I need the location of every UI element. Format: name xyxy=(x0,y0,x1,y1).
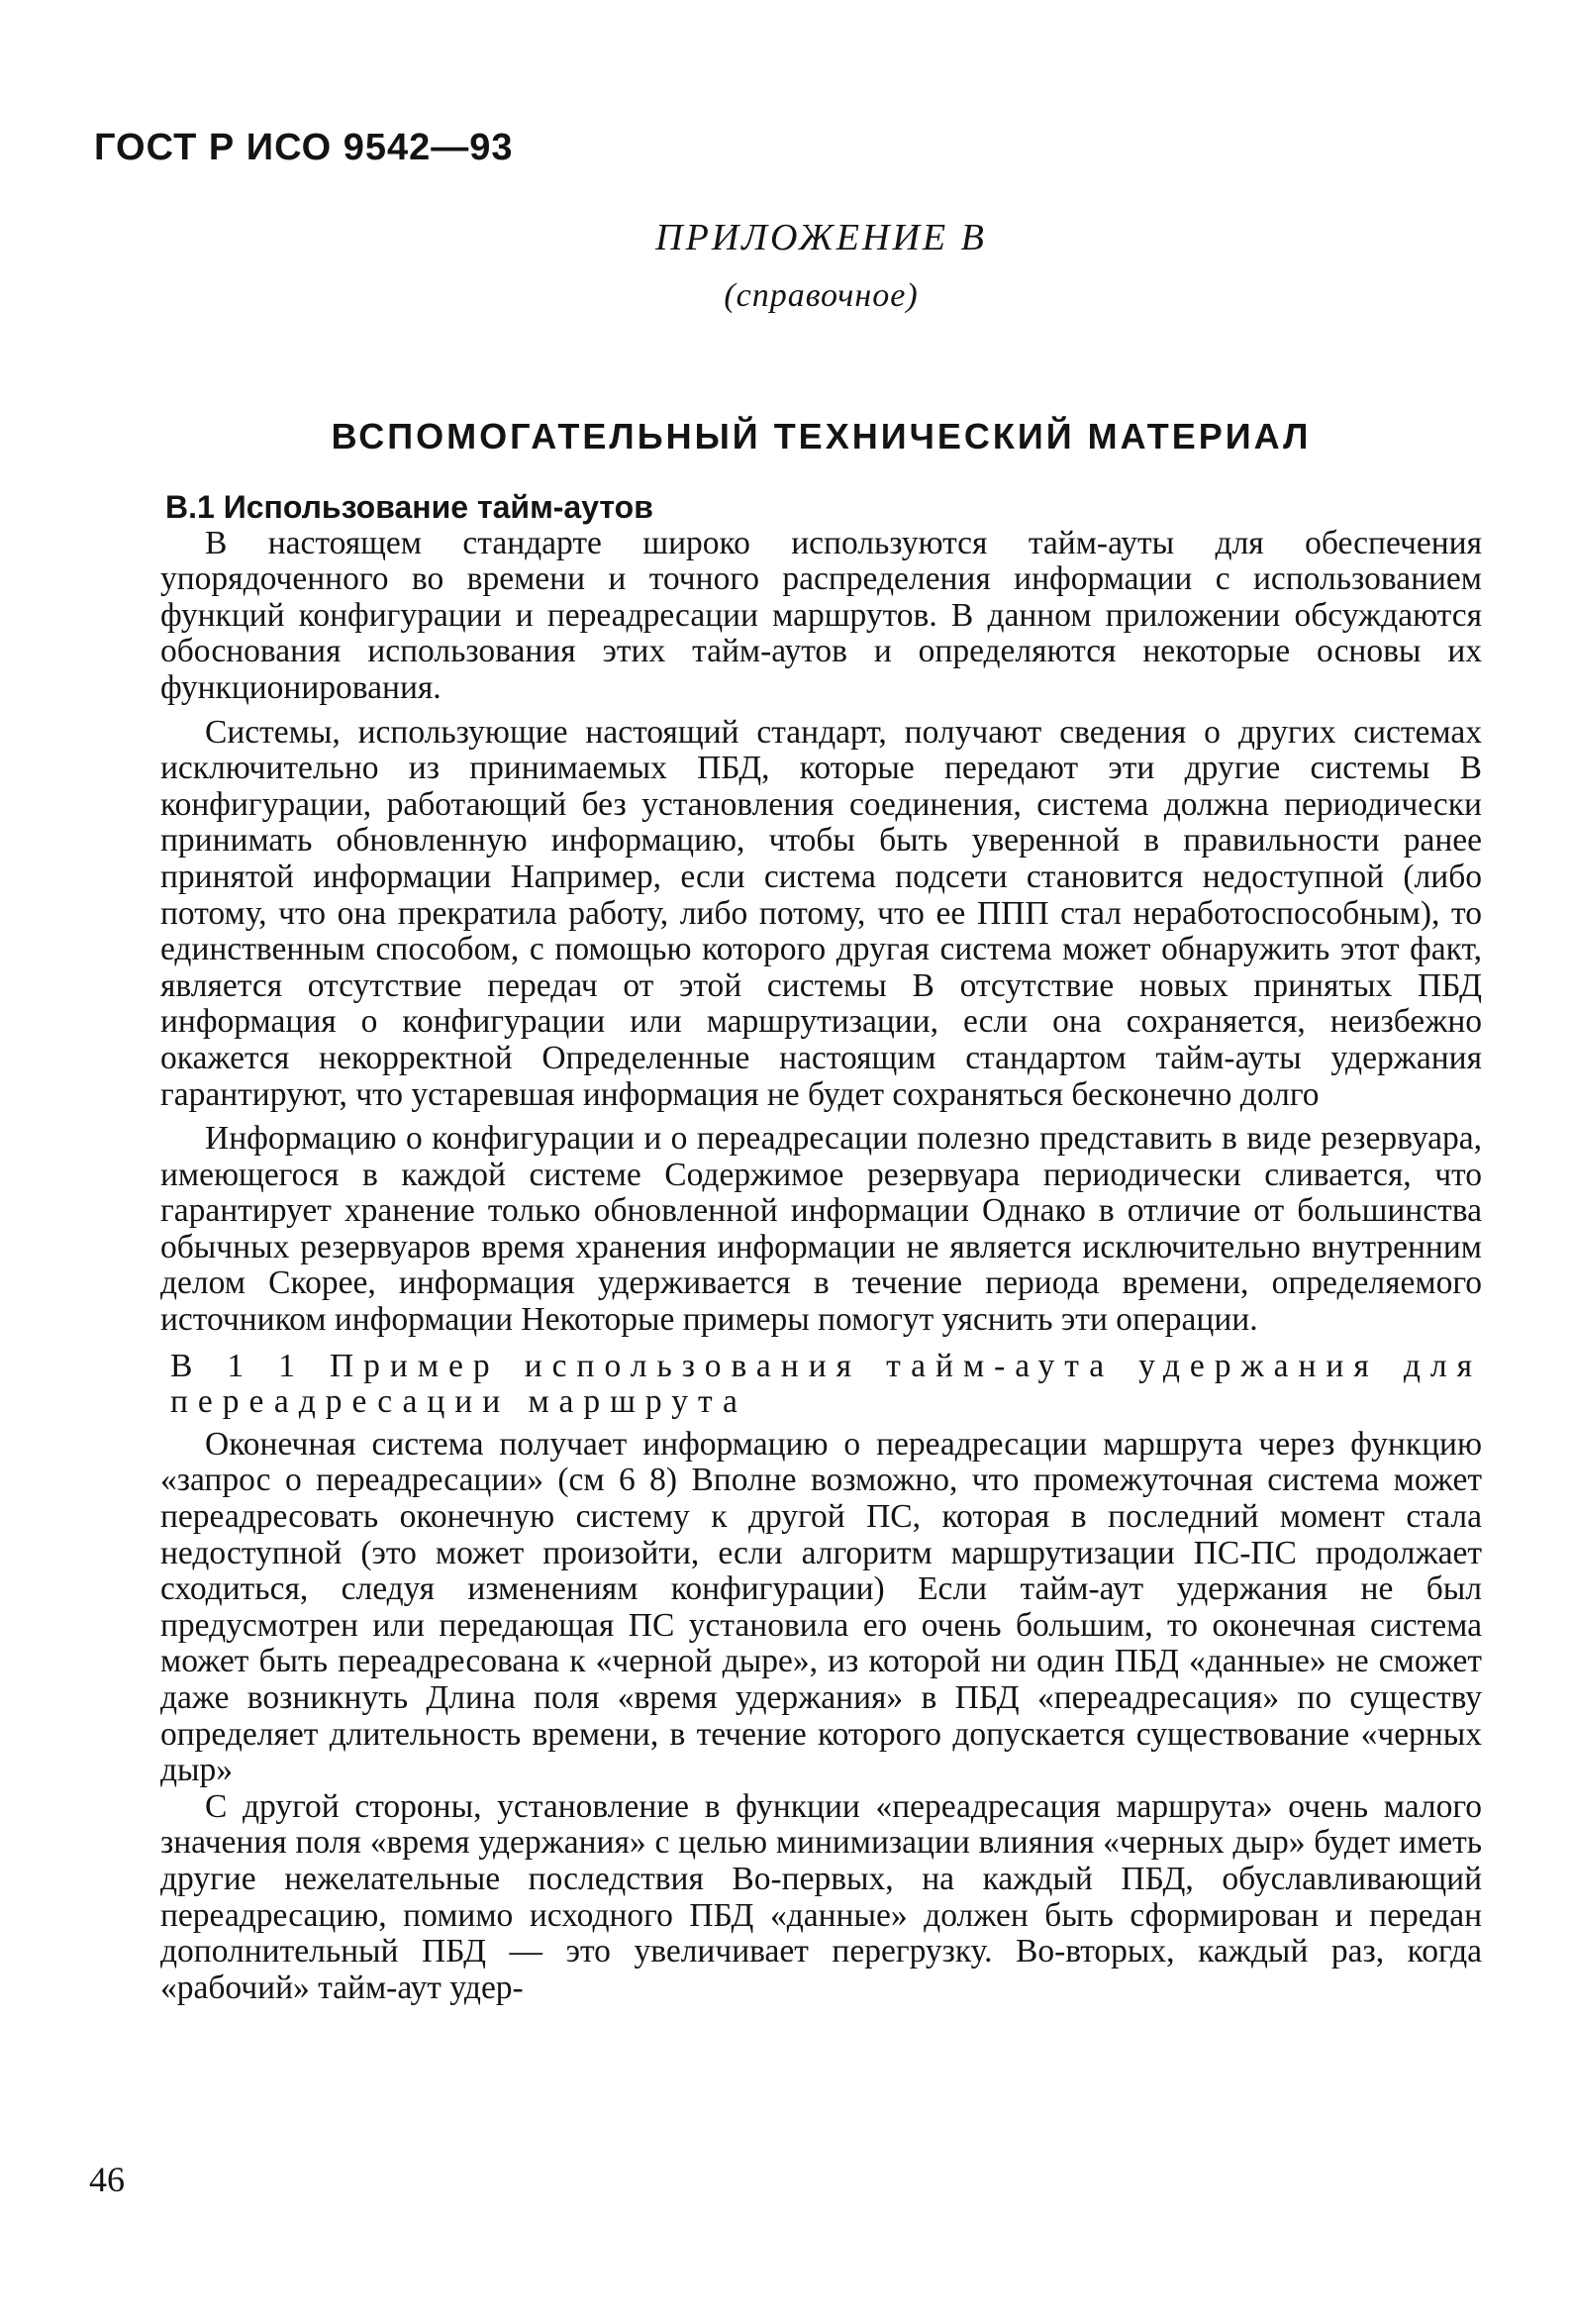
appendix-note: (справочное) xyxy=(724,277,919,314)
subsection-paragraph: Оконечная система получает информацию о переадресации маршрута через функцию «запрос о переадресации» (см 6 8) Вполне возможно, что промежуточная система может переадресовать оконечную систему к другой ПС, которая в последний момент стала недоступной (это может произойти, если алгоритм маршрутизации ПС-ПС продолжает сходиться, следуя изменениям конфигурации) Если тайм-аут удержания не был предусмотрен или передающая ПС установила его очень большим, то оконечная система может быть переадресована к «черной дыре», из которой ни один ПБД «данные» не сможет даже возникнуть Длина поля «время удержания» в ПБД «переадресация» по существу определяет длительность времени, в течение которого допускается существование «черных дыр» xyxy=(160,1425,1482,1789)
page-number: 46 xyxy=(89,2160,125,2199)
section-paragraph: Системы, использующие настоящий стандарт, получают сведения о других системах исключительно из принимаемых ПБД, которые передают эти другие системы В конфигурации, работающий без установления соединения, система должна периодически принимать обновленную информацию, чтобы быть уверенной в правильности ранее принятой информации Например, если система подсети становится недоступной (либо потому, что она прекратила работу, либо потому, что ее ППП стал неработоспособным), то единственным способом, с помощью которого другая система может обнаружить этот факт, является отсутствие передач от этой системы В отсутствие новых принятых ПБД информация о конфигурации или маршрутизации, если она сохраняется, неизбежно окажется некорректной Определенные настоящим стандартом тайм-ауты удержания гарантируют, что устаревшая информация не будет сохраняться бесконечно долго xyxy=(160,713,1482,1113)
section-paragraph: Информацию о конфигурации и о переадресации полезно представить в виде резервуара, имеющегося в каждой системе Содержимое резервуара периодически сливается, что гарантирует хранение только обновленной информации Однако в отличие от большинства обычных резервуаров время хранения информации не является исключительно внутренним делом Скорее, информация удерживается в течение периода времени, определяемого источником информации Некоторые примеры помогут уяснить эти операции. xyxy=(160,1120,1482,1339)
subsection-paragraph: С другой стороны, установление в функции «переадресация маршрута» очень малого значения поля «время удержания» с целью минимизации влияния «черных дыр» будет иметь другие нежелательные последствия Во-первых, на каждый ПБД, обуславливающий переадресацию, помимо исходного ПБД «данные» должен быть сформирован и передан дополнительный ПБД — это увеличивает перегрузку. Во-вторых, каждый раз, когда «рабочий» тайм-аут удер- xyxy=(160,1787,1482,2006)
main-title: ВСПОМОГАТЕЛЬНЫЙ ТЕХНИЧЕСКИЙ МАТЕРИАЛ xyxy=(331,416,1312,456)
standard-code-header: ГОСТ Р ИСО 9542—93 xyxy=(94,127,514,168)
subsection-heading: В 1 1 Пример использования тайм-аута удержания для переадресации маршрута xyxy=(170,1347,1482,1421)
section-paragraph: В настоящем стандарте широко используются тайм-ауты для обеспечения упорядоченного во времени и точного распределения информации с использованием функций конфигурации и переадресации маршрутов. В данном приложении обсуждаются обоснования использования этих тайм-аутов и определяются некоторые основы их функционирования. xyxy=(160,524,1482,706)
appendix-title: ПРИЛОЖЕНИЕ В xyxy=(655,217,987,258)
document-body xyxy=(160,489,1482,2006)
section-heading: В.1 Использование тайм-аутов xyxy=(165,489,653,525)
